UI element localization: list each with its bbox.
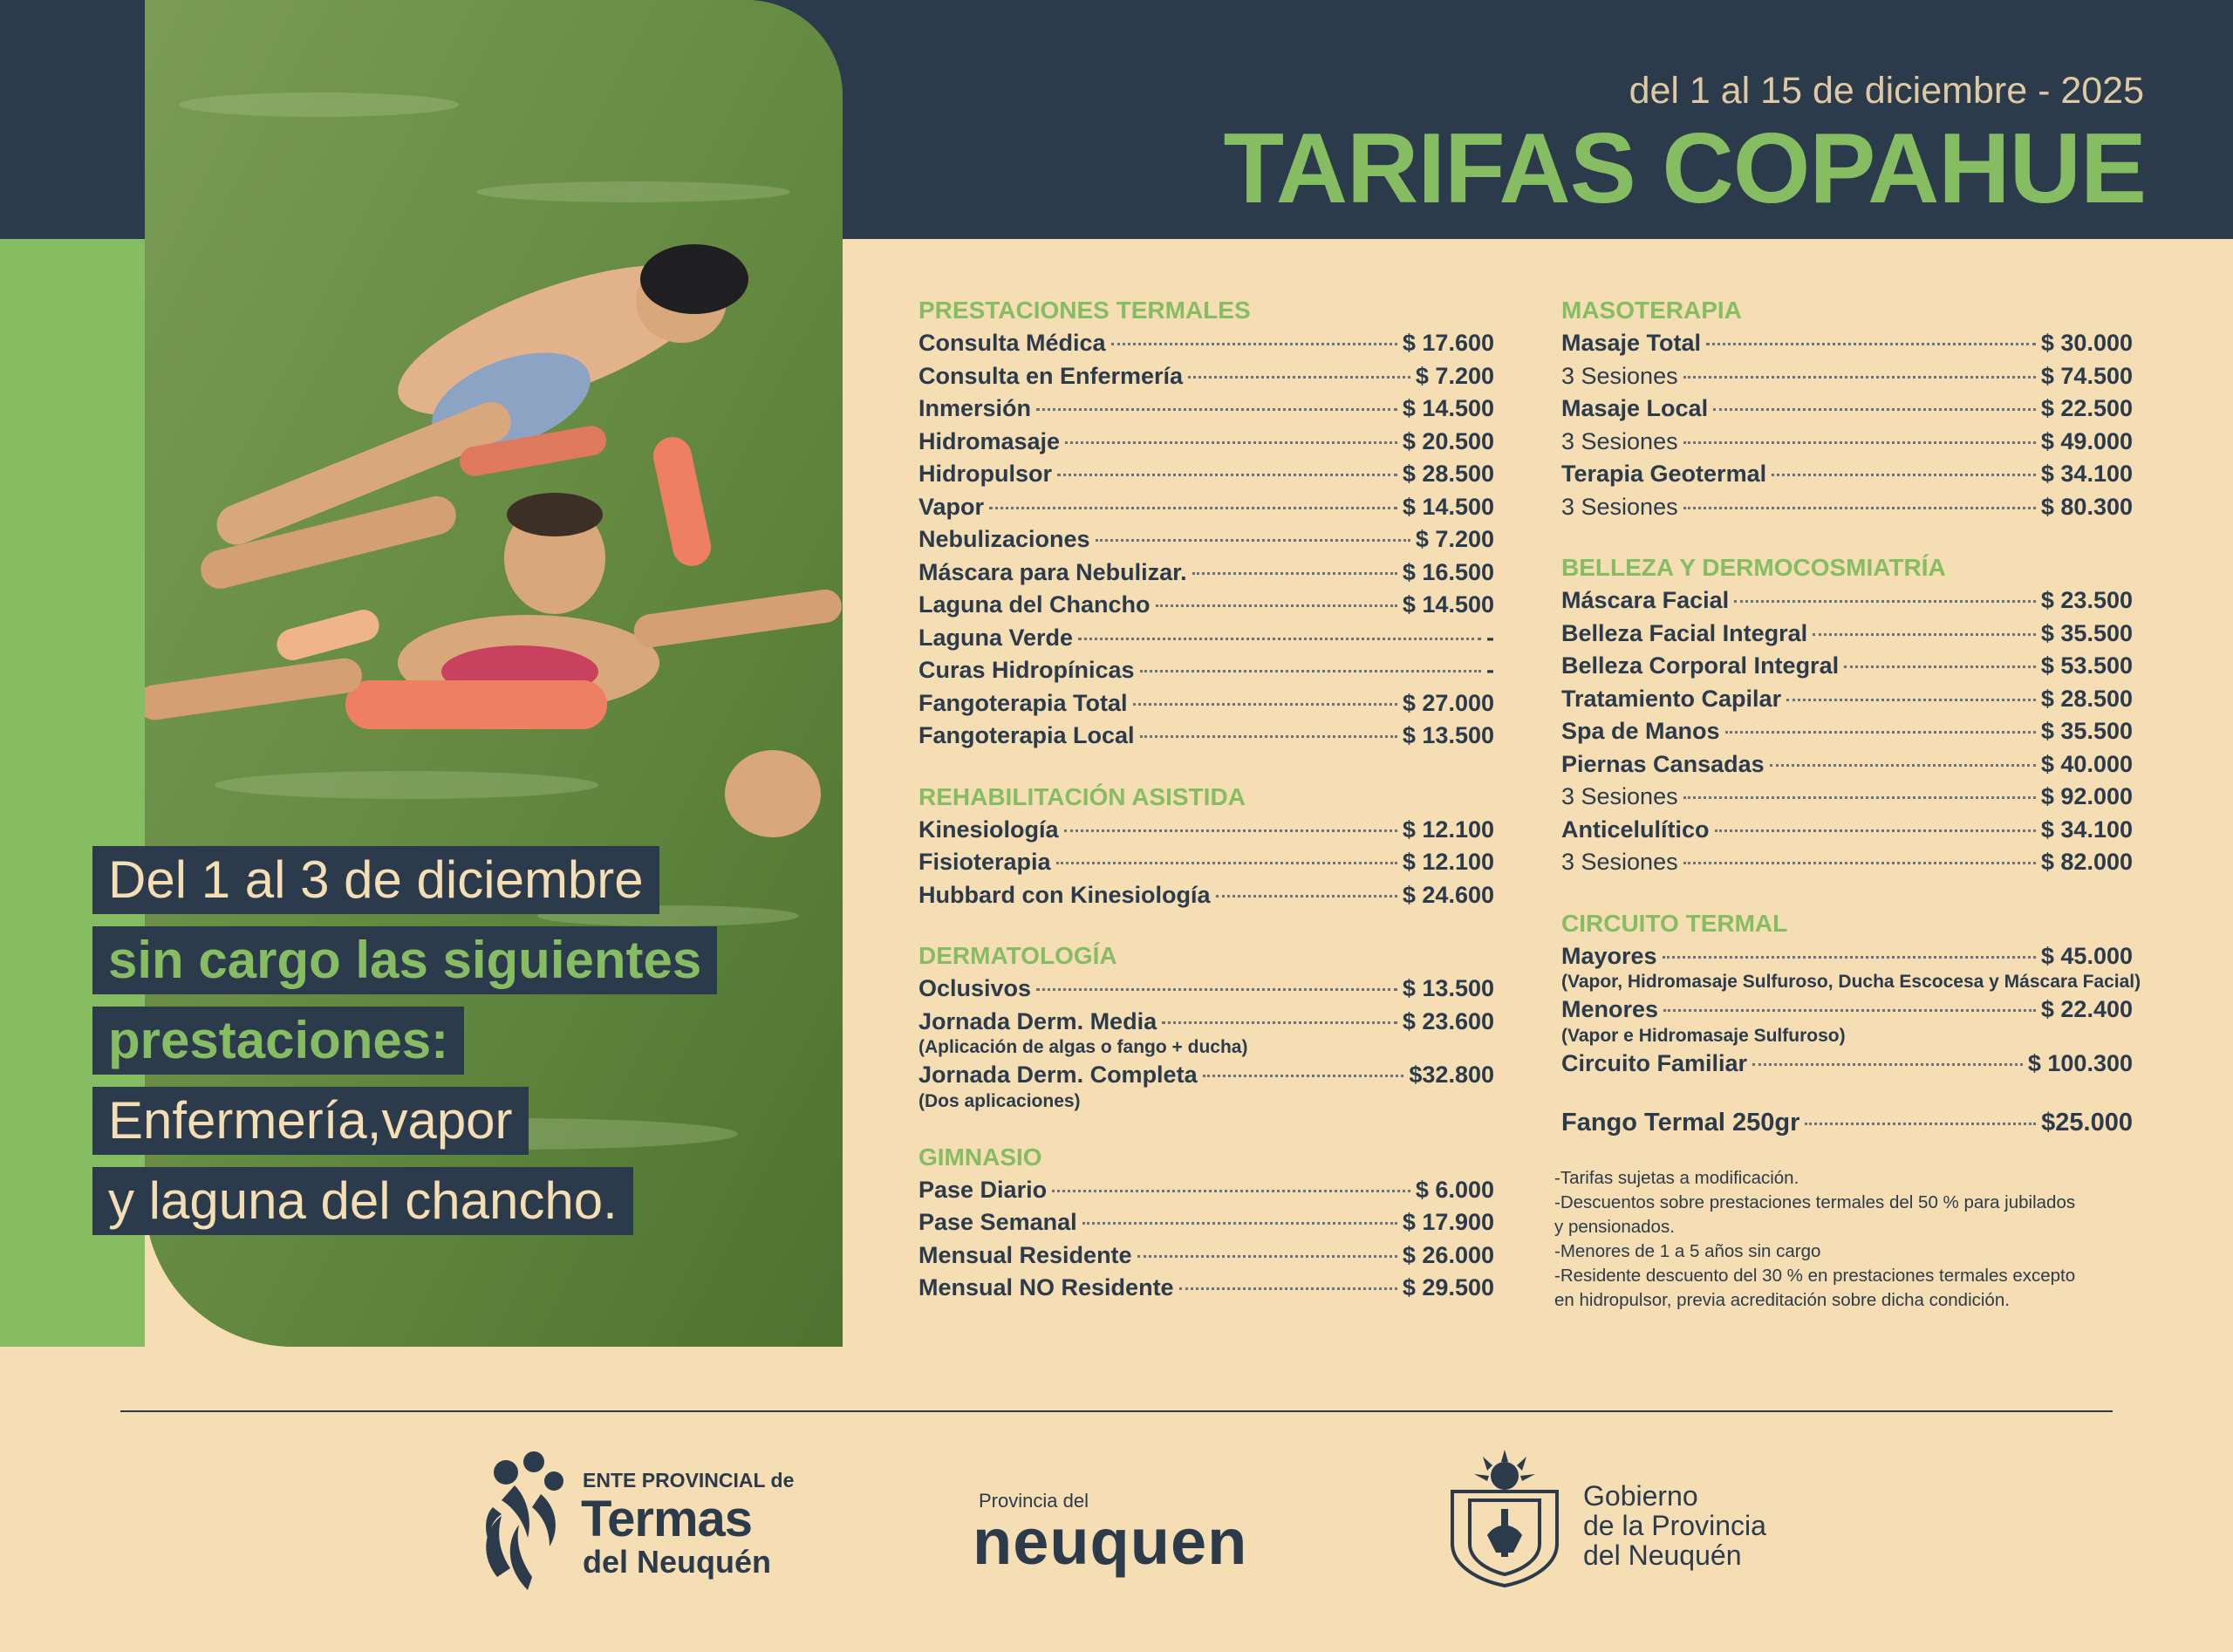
price-row <box>1561 849 2133 882</box>
section-title: GIMNASIO <box>918 1143 1042 1171</box>
price-row <box>918 1242 1494 1275</box>
price-label: Terapia Geotermal <box>1561 461 1767 487</box>
section-title: PRESTACIONES TERMALES <box>918 297 1251 324</box>
price-value: $ 16.500 <box>1402 558 1494 585</box>
logo-text: Provincia del <box>979 1490 1089 1512</box>
dot-leader <box>1082 1222 1397 1225</box>
promo-line: y laguna del chancho. <box>92 1167 633 1235</box>
price-value: $ 12.100 <box>1402 849 1494 875</box>
price-row <box>918 625 1494 658</box>
gobierno-logo <box>1444 1448 1793 1587</box>
price-section <box>1561 295 2133 526</box>
price-value: $ 40.000 <box>2040 750 2133 777</box>
price-section <box>1561 552 2133 882</box>
price-value: $ 82.000 <box>2040 849 2133 875</box>
page-title: TARIFAS COPAHUE <box>1223 113 2146 224</box>
price-label: Kinesiología <box>918 816 1059 843</box>
dot-leader <box>1078 638 1481 640</box>
footnote: en hidropulsor, previa acreditación sobre dicha condición. <box>1554 1289 2010 1310</box>
price-row <box>1561 783 2133 816</box>
price-value: $ 30.000 <box>2040 330 2133 356</box>
price-label: Fisioterapia <box>918 849 1051 875</box>
dot-leader <box>1706 343 2036 345</box>
fango-row <box>1561 1109 2133 1142</box>
price-row <box>1561 620 2133 653</box>
price-section <box>1561 908 2141 1083</box>
price-label: Belleza Corporal Integral <box>1561 652 1840 679</box>
price-value: $ 100.300 <box>2027 1049 2133 1076</box>
price-label: 3 Sesiones <box>1561 493 1678 520</box>
price-value: $ 74.500 <box>2040 362 2133 389</box>
price-value: - <box>1486 657 1494 683</box>
price-label: 3 Sesiones <box>1561 362 1678 389</box>
price-label: Inmersión <box>918 395 1032 421</box>
logo-text: neuquen <box>973 1505 1248 1578</box>
price-row <box>1561 943 2133 976</box>
price-value: $ 23.500 <box>2040 587 2133 613</box>
price-label: Fango Termal 250gr <box>1561 1109 1800 1137</box>
price-row <box>1561 395 2133 428</box>
price-value: $ 35.500 <box>2040 718 2133 744</box>
price-label: Mensual NO Residente <box>918 1274 1174 1300</box>
dot-leader <box>1683 862 2036 864</box>
price-value: $ 20.500 <box>1402 427 1494 454</box>
section-title: DERMATOLOGÍA <box>918 942 1117 969</box>
promo-line: sin cargo las siguientes <box>92 926 717 994</box>
price-row <box>1561 686 2133 719</box>
price-row <box>918 363 1494 396</box>
price-row <box>918 591 1494 625</box>
price-value: $ 80.300 <box>2040 493 2133 520</box>
dot-leader <box>1096 539 1410 542</box>
price-value: $ 28.500 <box>1402 461 1494 487</box>
price-value: $ 12.100 <box>1402 816 1494 843</box>
price-label: Nebulizaciones <box>918 526 1090 552</box>
dot-leader <box>1156 604 1397 607</box>
price-label: Máscara Facial <box>1561 587 1730 613</box>
price-row <box>1561 428 2133 461</box>
termas-logo <box>480 1446 811 1594</box>
price-label: Fangoterapia Total <box>918 689 1128 716</box>
price-value: $ 22.400 <box>2040 996 2133 1022</box>
dot-leader <box>989 507 1397 509</box>
price-row <box>918 395 1494 428</box>
dot-leader <box>1752 1063 2023 1066</box>
price-value: $32.800 <box>1409 1062 1494 1088</box>
price-row <box>918 882 1494 915</box>
price-label: 3 Sesiones <box>1561 783 1678 809</box>
price-value: $ 27.000 <box>1402 689 1494 716</box>
date-subtitle: del 1 al 15 de diciembre - 2025 <box>1629 70 2144 112</box>
price-value: $ 28.500 <box>2040 685 2133 712</box>
price-label: Piernas Cansadas <box>1561 750 1765 777</box>
dot-leader <box>1056 862 1397 864</box>
dot-leader <box>1770 764 2036 767</box>
dot-leader <box>1734 600 2036 603</box>
dot-leader <box>1192 572 1397 575</box>
dot-leader <box>1065 441 1397 444</box>
price-value: $25.000 <box>2041 1109 2133 1137</box>
price-row <box>1561 330 2133 363</box>
price-label: Jornada Derm. Completa <box>918 1062 1198 1088</box>
price-row <box>1561 363 2133 396</box>
price-label: Mayores <box>1561 942 1657 969</box>
price-row <box>918 722 1494 755</box>
dot-leader <box>1203 1075 1404 1077</box>
logo-text <box>1583 1481 1766 1570</box>
price-label: Jornada Derm. Media <box>918 1007 1157 1034</box>
price-note: (Dos aplicaciones) <box>918 1090 1081 1111</box>
price-row <box>918 461 1494 494</box>
price-label: Pase Semanal <box>918 1209 1077 1235</box>
price-value: $ 34.100 <box>2040 816 2133 843</box>
provincia-logo <box>973 1487 1269 1592</box>
price-row <box>1561 652 2133 686</box>
dot-leader <box>1064 829 1397 832</box>
price-value: $ 35.500 <box>2040 619 2133 646</box>
price-value: - <box>1486 624 1494 651</box>
price-label: Hidropulsor <box>918 461 1052 487</box>
dot-leader <box>1813 633 2036 636</box>
price-row <box>918 849 1494 882</box>
dot-leader <box>1715 829 2036 832</box>
price-column-left <box>918 295 1494 1334</box>
dot-leader <box>1663 1009 2036 1012</box>
dot-leader <box>1052 1190 1410 1192</box>
footnote: -Descuentos sobre prestaciones termales del 50 % para jubilados <box>1554 1191 2076 1212</box>
price-row <box>1561 1050 2133 1083</box>
section-title: REHABILITACIÓN ASISTIDA <box>918 782 1246 810</box>
price-value: $ 13.500 <box>1402 722 1494 748</box>
price-value: $ 92.000 <box>2040 783 2133 809</box>
price-label: 3 Sesiones <box>1561 427 1678 454</box>
price-label: Masaje Local <box>1561 395 1709 421</box>
price-row <box>918 428 1494 461</box>
price-label: Masaje Total <box>1561 330 1702 356</box>
price-label: Consulta en Enfermería <box>918 362 1184 389</box>
dot-leader <box>1683 376 2036 379</box>
logo-text: del Neuquén <box>583 1544 772 1580</box>
price-label: Consulta Médica <box>918 330 1106 356</box>
price-label: Hubbard con Kinesiología <box>918 881 1211 908</box>
price-row <box>1561 751 2133 784</box>
dot-leader <box>1786 699 2036 701</box>
price-label: Pase Diario <box>918 1176 1048 1203</box>
dot-leader <box>1683 507 2036 509</box>
dot-leader <box>1140 670 1481 672</box>
price-row <box>918 657 1494 690</box>
price-row <box>918 690 1494 723</box>
dot-leader <box>1162 1021 1397 1024</box>
dot-leader <box>1133 703 1397 706</box>
dot-leader <box>1713 408 2036 411</box>
price-label: Belleza Facial Integral <box>1561 619 1808 646</box>
price-row <box>1561 587 2133 620</box>
logo-text: Termas <box>581 1491 753 1547</box>
dot-leader <box>1683 441 2036 444</box>
price-value: $ 6.000 <box>1415 1176 1494 1203</box>
price-label: Vapor <box>918 493 985 520</box>
promo-line: Enfermería,vapor <box>92 1087 529 1155</box>
price-value: $ 45.000 <box>2040 942 2133 969</box>
section-title: CIRCUITO TERMAL <box>1561 909 1788 937</box>
dot-leader <box>1036 408 1397 411</box>
section-title: MASOTERAPIA <box>1561 297 1742 324</box>
price-column-right <box>1554 295 2141 1313</box>
footnotes <box>1554 1166 2133 1313</box>
footnote: -Residente descuento del 30 % en prestaciones termales excepto <box>1554 1265 2076 1286</box>
footer-divider <box>120 1410 2113 1412</box>
section-title: BELLEZA Y DERMOCOSMIATRÍA <box>1561 554 1946 581</box>
price-value: $ 13.500 <box>1402 975 1494 1001</box>
dot-leader <box>1179 1287 1397 1290</box>
price-label: Oclusivos <box>918 975 1032 1001</box>
price-label: Fangoterapia Local <box>918 722 1135 748</box>
price-label: Laguna del Chancho <box>918 591 1151 618</box>
price-section <box>918 940 1494 1116</box>
dot-leader <box>1216 895 1397 898</box>
price-value: $ 34.100 <box>2040 461 2133 487</box>
dot-leader <box>1111 343 1397 345</box>
price-label: Mensual Residente <box>918 1241 1132 1268</box>
price-row <box>918 816 1494 850</box>
footnote: -Menores de 1 a 5 años sin cargo <box>1554 1240 1821 1261</box>
dot-leader <box>1137 1255 1397 1258</box>
price-value: $ 29.500 <box>1402 1274 1494 1300</box>
price-row <box>918 1209 1494 1242</box>
price-row <box>1561 718 2133 751</box>
price-note: (Aplicación de algas o fango + ducha) <box>918 1037 1248 1057</box>
logo-text-line: del Neuquén <box>1583 1539 1742 1571</box>
price-value: $ 17.900 <box>1402 1209 1494 1235</box>
price-row <box>918 1274 1494 1307</box>
dot-leader <box>1036 988 1397 991</box>
price-value: $ 22.500 <box>2040 395 2133 421</box>
price-row <box>918 330 1494 363</box>
price-label: Spa de Manos <box>1561 718 1720 744</box>
footnote: -Tarifas sujetas a modificación. <box>1554 1167 1799 1188</box>
price-row <box>918 1008 1494 1041</box>
price-value: $ 14.500 <box>1402 493 1494 520</box>
price-label: Laguna Verde <box>918 624 1074 651</box>
price-label: Hidromasaje <box>918 427 1061 454</box>
dot-leader <box>1140 735 1397 738</box>
promo-line: prestaciones: <box>92 1007 464 1075</box>
price-label: Curas Hidropínicas <box>918 657 1135 683</box>
provincial-shield-icon <box>1444 1448 1566 1587</box>
price-row <box>918 1177 1494 1210</box>
price-label: Máscara para Nebulizar. <box>918 558 1187 585</box>
price-note: (Vapor e Hidromasaje Sulfuroso) <box>1561 1025 1846 1046</box>
logo-text: ENTE PROVINCIAL de <box>583 1469 795 1492</box>
dot-leader <box>1805 1123 2036 1125</box>
price-value: $ 14.500 <box>1402 591 1494 618</box>
price-row <box>918 559 1494 592</box>
dot-leader <box>1725 731 2036 734</box>
dot-leader <box>1683 796 2036 799</box>
price-label: Menores <box>1561 996 1659 1022</box>
price-row <box>1561 494 2133 527</box>
price-section <box>918 295 1494 755</box>
price-label: Circuito Familiar <box>1561 1049 1748 1076</box>
footnote: y pensionados. <box>1554 1216 1675 1237</box>
price-label: Tratamiento Capilar <box>1561 685 1782 712</box>
price-row <box>918 975 1494 1008</box>
price-row <box>1561 996 2133 1029</box>
price-value: $ 23.600 <box>1402 1007 1494 1034</box>
price-value: $ 26.000 <box>1402 1241 1494 1268</box>
promo-line: Del 1 al 3 de diciembre <box>92 846 659 914</box>
logo-text-line: de la Provincia <box>1583 1510 1766 1541</box>
logo-text-line: Gobierno <box>1583 1480 1698 1512</box>
price-row <box>918 526 1494 559</box>
dot-leader <box>1057 474 1397 476</box>
price-label: 3 Sesiones <box>1561 849 1678 875</box>
price-section <box>918 1142 1494 1307</box>
dot-leader <box>1844 666 2036 668</box>
price-value: $ 7.200 <box>1415 526 1494 552</box>
price-value: $ 17.600 <box>1402 330 1494 356</box>
dot-leader <box>1188 376 1410 379</box>
price-section <box>918 782 1494 915</box>
price-note: (Vapor, Hidromasaje Sulfuroso, Ducha Escocesa y Máscara Facial) <box>1561 972 2141 992</box>
price-value: $ 7.200 <box>1415 362 1494 389</box>
dot-leader <box>1772 474 2036 476</box>
price-value: $ 53.500 <box>2040 652 2133 679</box>
price-row <box>1561 816 2133 850</box>
price-row <box>918 494 1494 527</box>
price-value: $ 14.500 <box>1402 395 1494 421</box>
price-label: Anticelulítico <box>1561 816 1710 843</box>
price-value: $ 49.000 <box>2040 427 2133 454</box>
dot-leader <box>1663 956 2036 959</box>
price-row <box>1561 461 2133 494</box>
price-value: $ 24.600 <box>1402 881 1494 908</box>
fountain-icon <box>480 1446 576 1594</box>
price-row <box>918 1062 1494 1095</box>
